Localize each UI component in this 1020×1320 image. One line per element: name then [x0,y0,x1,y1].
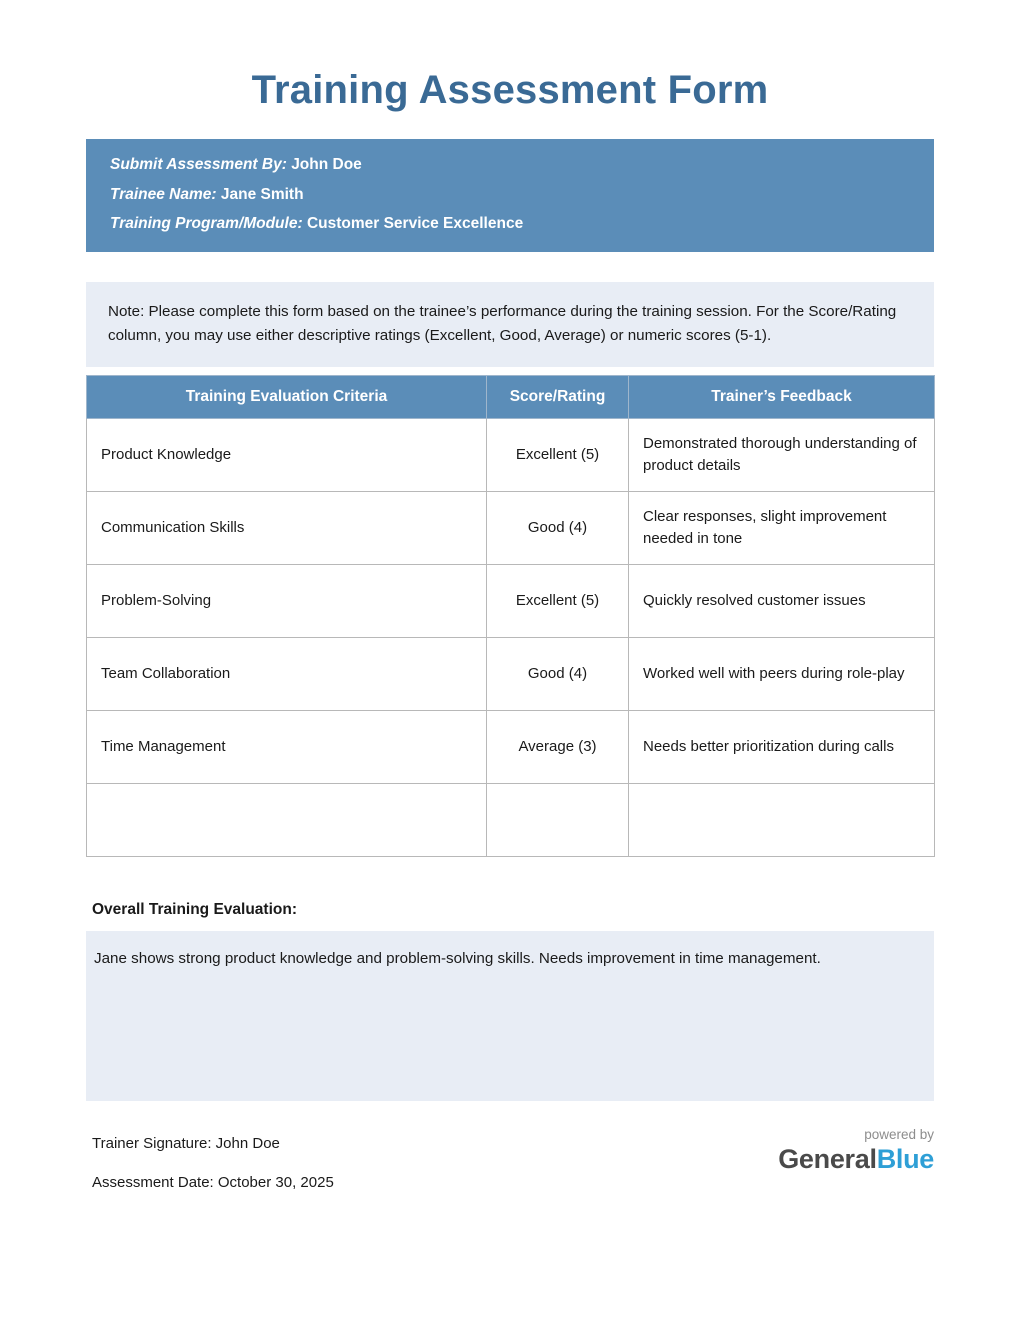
cell-feedback: Worked well with peers during role-play [629,637,935,710]
powered-by-label: powered by [864,1126,934,1142]
submit-assessment-by-row [110,157,910,173]
trainee-name-label: Trainee Name: [110,185,217,203]
cell-score: Good (4) [487,491,629,564]
cell-feedback: Clear responses, slight improvement needed in tone [629,491,935,564]
overall-evaluation-label: Overall Training Evaluation: [92,900,297,918]
cell-feedback: Needs better prioritization during calls [629,710,935,783]
brand-logo [778,1127,934,1175]
training-program-value: Customer Service Excellence [306,215,524,232]
cell-criteria: Problem-Solving [87,564,487,637]
assessment-date: Assessment Date: October 30, 2025 [92,1173,334,1191]
note-panel: Note: Please complete this form based on the trainee’s performance during the training session. For the Score/Rating column, you may use either descriptive ratings (Excellent, Good, Average) or numeric scores (5-1). [86,282,934,367]
cell-feedback: Demonstrated thorough understanding of product details [629,418,935,491]
trainer-signature: Trainer Signature: John Doe [92,1134,280,1152]
table-row [87,491,935,564]
cell-score: Excellent (5) [487,564,629,637]
submit-assessment-by-label: Submit Assessment By: [110,156,287,173]
table-row [87,564,935,637]
overall-evaluation-text: Jane shows strong product knowledge and problem-solving skills. Needs improvement in time management. [86,931,934,1101]
table-row [87,710,935,783]
brand-name-general: General [778,1143,877,1174]
footer [86,1126,934,1191]
column-header-score: Score/Rating [487,375,629,418]
table-row-empty [87,783,935,856]
brand-name [778,1144,934,1175]
cell-criteria: Team Collaboration [87,637,487,710]
cell-feedback [629,783,935,856]
training-program-label: Training Program/Module: [110,215,303,232]
table-header-row [87,375,935,418]
cell-score: Average (3) [487,710,629,783]
assessment-header-panel [86,139,934,252]
table-row [87,418,935,491]
training-program-row [110,216,910,232]
cell-criteria: Time Management [87,710,487,783]
cell-feedback: Quickly resolved customer issues [629,564,935,637]
cell-criteria [87,783,487,856]
column-header-feedback: Trainer’s Feedback [629,375,935,418]
column-header-criteria: Training Evaluation Criteria [87,375,487,418]
page-title: Training Assessment Form [251,68,769,112]
trainee-name-row [110,187,910,203]
evaluation-table [86,375,935,857]
brand-name-blue: Blue [876,1143,934,1174]
cell-criteria: Product Knowledge [87,418,487,491]
cell-score [487,783,629,856]
submit-assessment-by-value: John Doe [291,156,362,173]
cell-score: Excellent (5) [487,418,629,491]
cell-score: Good (4) [487,637,629,710]
table-row [87,637,935,710]
trainee-name-value: Jane Smith [220,185,304,203]
cell-criteria: Communication Skills [87,491,487,564]
